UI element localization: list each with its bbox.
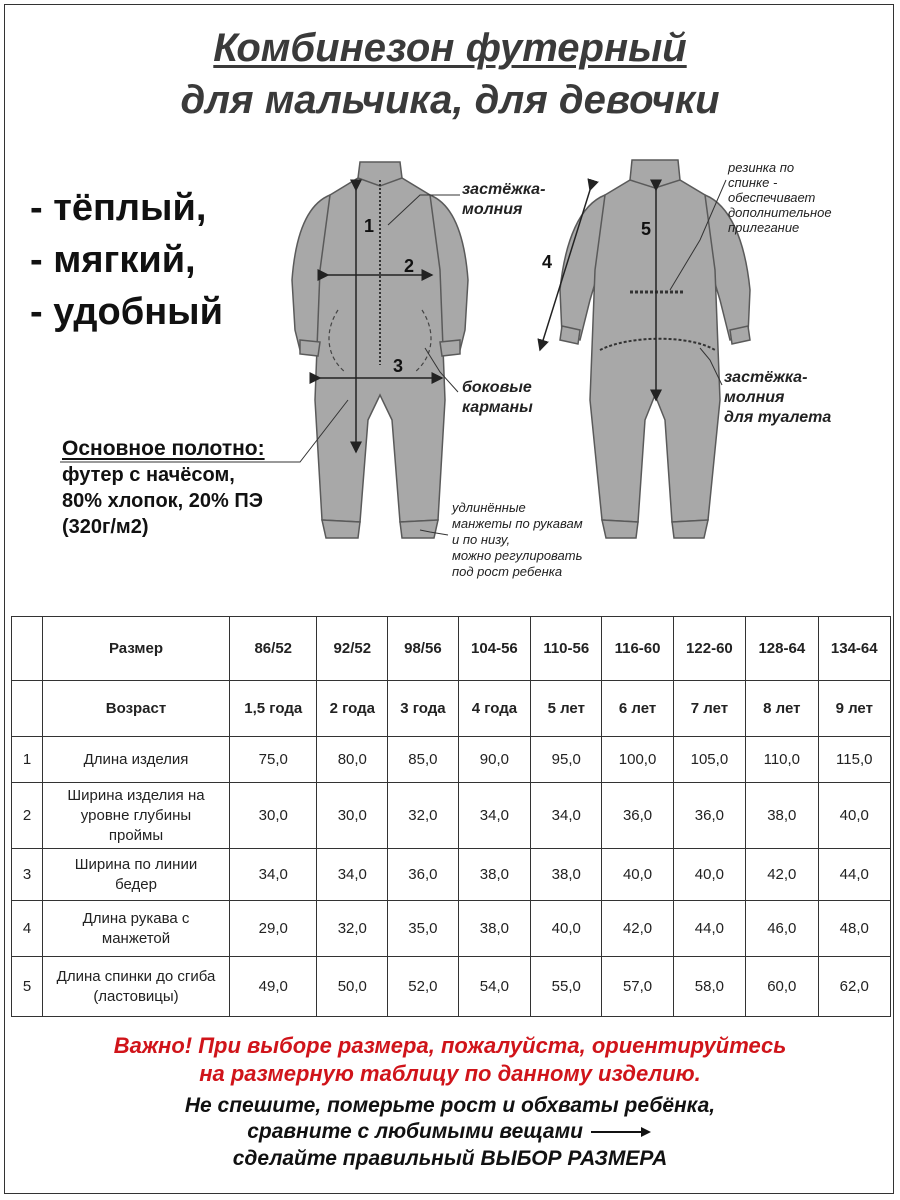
size-table bbox=[11, 616, 891, 1017]
value-cell: 40,0 bbox=[673, 849, 745, 901]
row-number: 4 bbox=[12, 901, 43, 957]
back-view-jumpsuit bbox=[560, 160, 750, 538]
cuffs-callout bbox=[452, 500, 583, 580]
age-cell: 2 года bbox=[317, 681, 388, 737]
age-cell: 8 лет bbox=[746, 681, 818, 737]
value-cell: 32,0 bbox=[388, 783, 459, 849]
value-cell: 58,0 bbox=[673, 957, 745, 1017]
callout-line: прилегание bbox=[728, 220, 800, 235]
row-number: 2 bbox=[12, 783, 43, 849]
row-name-line: бедер bbox=[115, 875, 157, 893]
age-cell: 9 лет bbox=[818, 681, 890, 737]
row-name-line: проймы bbox=[108, 826, 164, 844]
row-name-line: манжетой bbox=[101, 929, 171, 947]
row-number: 3 bbox=[12, 849, 43, 901]
callout-line: спинке - bbox=[728, 175, 778, 190]
value-cell: 54,0 bbox=[458, 957, 530, 1017]
value-cell: 44,0 bbox=[673, 901, 745, 957]
size-header-cell: Размер bbox=[43, 617, 230, 681]
age-cell: 5 лет bbox=[531, 681, 602, 737]
fabric-leader-line bbox=[60, 400, 348, 462]
age-header-cell: Возраст bbox=[43, 681, 230, 737]
tip-line bbox=[0, 1118, 900, 1145]
value-cell: 34,0 bbox=[531, 783, 602, 849]
callout-line: молния bbox=[724, 389, 785, 406]
fabric-line: футер с начёсом, bbox=[62, 464, 235, 486]
row-name-line: Длина рукава с bbox=[82, 909, 190, 927]
age-cell: 1,5 года bbox=[230, 681, 317, 737]
value-cell: 75,0 bbox=[230, 737, 317, 783]
age-cell: 4 года bbox=[458, 681, 530, 737]
row-name-line: Длина спинки до сгиба bbox=[56, 967, 216, 985]
value-cell: 90,0 bbox=[458, 737, 530, 783]
size-cell: 92/52 bbox=[317, 617, 388, 681]
fabric-line: 80% хлопок, 20% ПЭ bbox=[62, 490, 263, 512]
table-cell bbox=[12, 681, 43, 737]
value-cell: 42,0 bbox=[602, 901, 673, 957]
zipper-front-callout bbox=[462, 180, 545, 220]
value-cell: 80,0 bbox=[317, 737, 388, 783]
table-row bbox=[12, 957, 891, 1017]
value-cell: 38,0 bbox=[458, 901, 530, 957]
table-row bbox=[12, 849, 891, 901]
row-name-line: Ширина изделия на bbox=[67, 786, 205, 804]
table-row bbox=[12, 737, 891, 783]
age-cell: 6 лет bbox=[602, 681, 673, 737]
callout-line: застёжка- bbox=[724, 369, 808, 386]
value-cell: 38,0 bbox=[746, 783, 818, 849]
callout-line: манжеты по рукавам bbox=[452, 516, 583, 531]
row-number: 5 bbox=[12, 957, 43, 1017]
feature-comfortable: - удобный bbox=[30, 291, 223, 333]
value-cell: 48,0 bbox=[818, 901, 890, 957]
measure-4-label: 4 bbox=[542, 252, 553, 272]
warning-line: на размерную таблицу по данному изделию. bbox=[199, 1061, 701, 1086]
row-name-line: уровне глубины bbox=[80, 806, 192, 824]
value-cell: 46,0 bbox=[746, 901, 818, 957]
row-name bbox=[43, 737, 230, 783]
value-cell: 40,0 bbox=[531, 901, 602, 957]
callout-line: дополнительное bbox=[728, 205, 832, 220]
feature-soft: - мягкий, bbox=[30, 239, 196, 281]
size-cell: 86/52 bbox=[230, 617, 317, 681]
size-cell: 122-60 bbox=[673, 617, 745, 681]
table-row bbox=[12, 783, 891, 849]
row-name-line: Ширина по линии bbox=[74, 855, 198, 873]
fabric-heading: Основное полотно: bbox=[62, 437, 265, 460]
value-cell: 55,0 bbox=[531, 957, 602, 1017]
value-cell: 36,0 bbox=[673, 783, 745, 849]
value-cell: 52,0 bbox=[388, 957, 459, 1017]
tip-line: Не спешите, померьте рост и обхваты ребёнка, bbox=[184, 1094, 716, 1117]
value-cell: 38,0 bbox=[458, 849, 530, 901]
value-cell: 49,0 bbox=[230, 957, 317, 1017]
row-name-line: Длина изделия bbox=[83, 750, 189, 768]
row-name bbox=[43, 783, 230, 849]
toilet-zipper-callout bbox=[724, 368, 831, 428]
callout-line: для туалета bbox=[724, 409, 832, 426]
side-pockets-callout bbox=[462, 378, 533, 418]
value-cell: 30,0 bbox=[230, 783, 317, 849]
arrow-right-icon bbox=[589, 1125, 653, 1139]
size-cell: 134-64 bbox=[818, 617, 890, 681]
callout-line: обеспечивает bbox=[728, 190, 816, 205]
warning-line: Важно! При выборе размера, пожалуйста, ориентируйтесь bbox=[113, 1033, 787, 1058]
value-cell: 34,0 bbox=[230, 849, 317, 901]
row-name bbox=[43, 849, 230, 901]
value-cell: 38,0 bbox=[531, 849, 602, 901]
row-name bbox=[43, 901, 230, 957]
age-cell: 3 года bbox=[388, 681, 459, 737]
callout-line: можно регулировать bbox=[452, 548, 583, 563]
size-cell: 104-56 bbox=[458, 617, 530, 681]
value-cell: 36,0 bbox=[388, 849, 459, 901]
size-cell: 110-56 bbox=[531, 617, 602, 681]
page-title: Комбинезон футерный bbox=[213, 26, 687, 70]
tip-text: сравните с любимыми вещами bbox=[247, 1120, 583, 1143]
value-cell: 29,0 bbox=[230, 901, 317, 957]
value-cell: 40,0 bbox=[602, 849, 673, 901]
size-cell: 98/56 bbox=[388, 617, 459, 681]
value-cell: 60,0 bbox=[746, 957, 818, 1017]
callout-line: резинка по bbox=[728, 160, 795, 175]
value-cell: 36,0 bbox=[602, 783, 673, 849]
callout-line: и по низу, bbox=[452, 532, 511, 547]
measure-2-label: 2 bbox=[404, 256, 415, 276]
tip-line: сделайте правильный ВЫБОР РАЗМЕРА bbox=[232, 1147, 668, 1170]
value-cell: 35,0 bbox=[388, 901, 459, 957]
row-number: 1 bbox=[12, 737, 43, 783]
back-elastic-callout bbox=[728, 160, 832, 235]
fabric-line: (320г/м2) bbox=[62, 516, 149, 538]
value-cell: 30,0 bbox=[317, 783, 388, 849]
value-cell: 100,0 bbox=[602, 737, 673, 783]
value-cell: 110,0 bbox=[746, 737, 818, 783]
value-cell: 62,0 bbox=[818, 957, 890, 1017]
size-cell: 116-60 bbox=[602, 617, 673, 681]
table-row bbox=[12, 681, 891, 737]
callout-line: карманы bbox=[462, 399, 533, 416]
row-name-line: (ластовицы) bbox=[93, 987, 179, 1005]
callout-line: застёжка- bbox=[462, 181, 546, 198]
page-subtitle: для мальчика, для девочки bbox=[180, 78, 720, 122]
table-row bbox=[12, 901, 891, 957]
age-cell: 7 лет bbox=[673, 681, 745, 737]
table-row bbox=[12, 617, 891, 681]
measure-5-label: 5 bbox=[641, 219, 652, 239]
table-cell bbox=[12, 617, 43, 681]
value-cell: 115,0 bbox=[818, 737, 890, 783]
value-cell: 34,0 bbox=[458, 783, 530, 849]
measure-3-label: 3 bbox=[393, 356, 404, 376]
callout-line: боковые bbox=[462, 379, 532, 396]
value-cell: 34,0 bbox=[317, 849, 388, 901]
callout-line: удлинённые bbox=[452, 500, 526, 515]
callout-line: молния bbox=[462, 201, 523, 218]
value-cell: 50,0 bbox=[317, 957, 388, 1017]
value-cell: 95,0 bbox=[531, 737, 602, 783]
feature-warm: - тёплый, bbox=[30, 187, 207, 229]
measure-1-label: 1 bbox=[364, 216, 375, 236]
value-cell: 85,0 bbox=[388, 737, 459, 783]
value-cell: 44,0 bbox=[818, 849, 890, 901]
value-cell: 42,0 bbox=[746, 849, 818, 901]
size-cell: 128-64 bbox=[746, 617, 818, 681]
value-cell: 105,0 bbox=[673, 737, 745, 783]
value-cell: 40,0 bbox=[818, 783, 890, 849]
value-cell: 32,0 bbox=[317, 901, 388, 957]
value-cell: 57,0 bbox=[602, 957, 673, 1017]
callout-line: под рост ребенка bbox=[452, 564, 563, 579]
row-name bbox=[43, 957, 230, 1017]
